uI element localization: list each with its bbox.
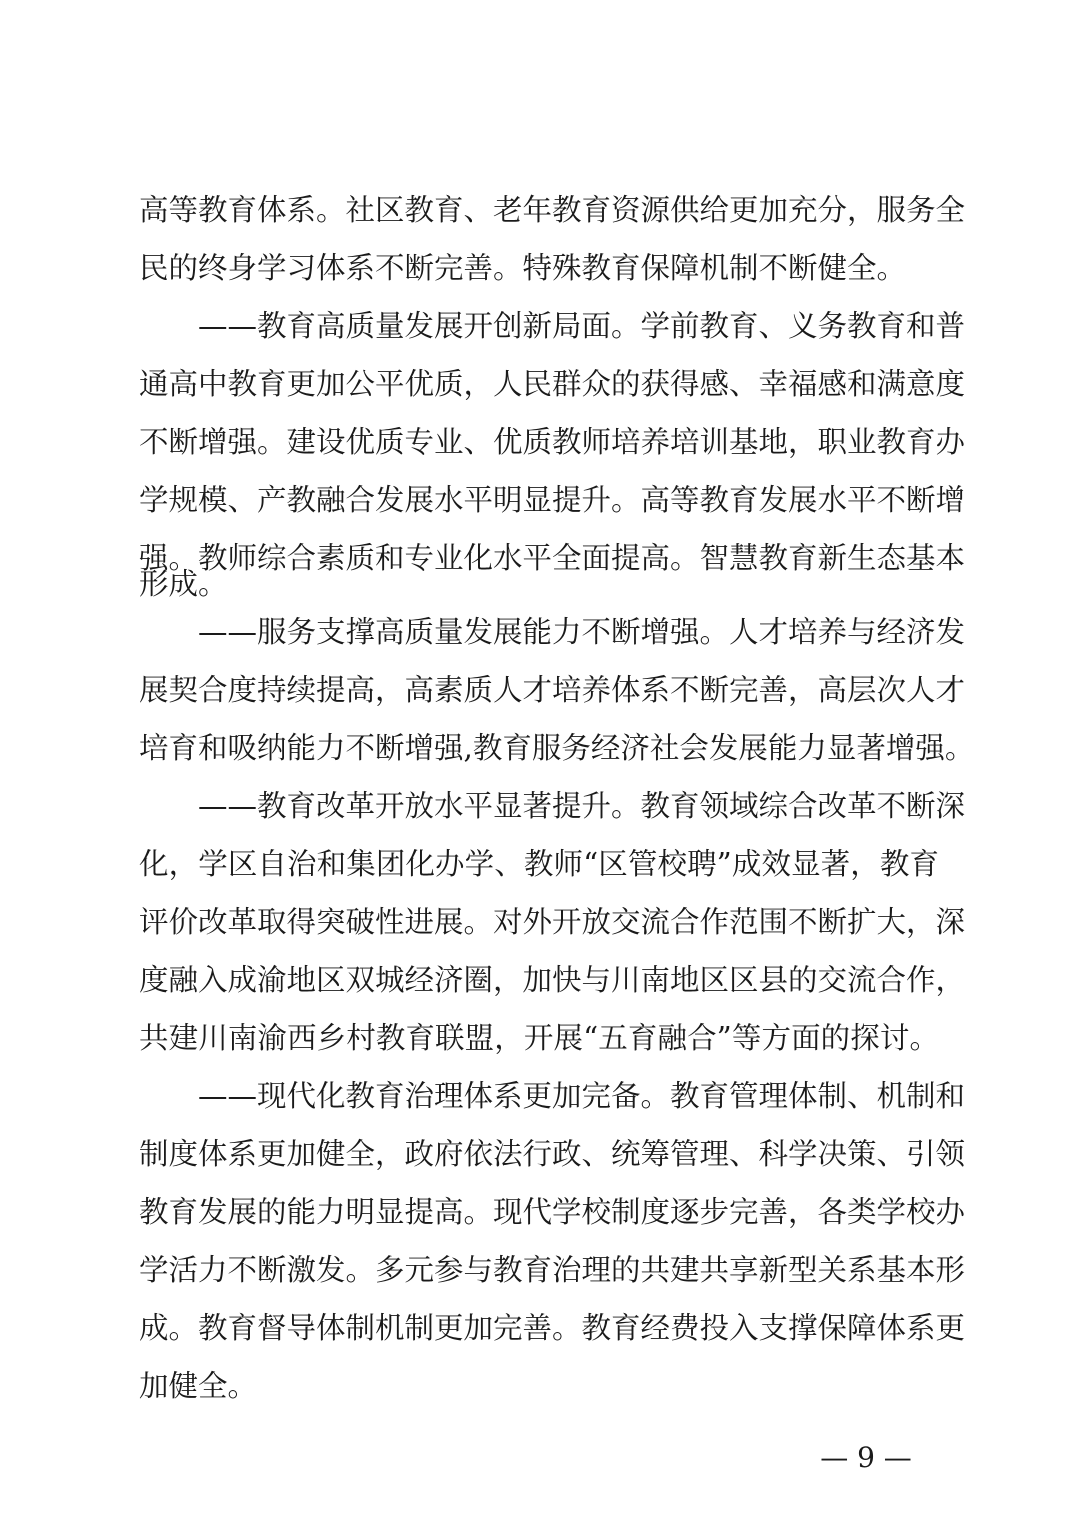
text-line: 培育和吸纳能力不断增强,教育服务经济社会发展能力显著增强。 <box>139 731 975 765</box>
text-line: 高等教育体系。社区教育、老年教育资源供给更加充分，服务全 <box>139 193 966 227</box>
text-line: 共建川南渝西乡村教育联盟，开展“五育融合”等方面的探讨。 <box>139 1021 939 1055</box>
page-number: — 9 — <box>820 1441 912 1474</box>
text-line: 民的终身学习体系不断完善。特殊教育保障机制不断健全。 <box>139 251 907 285</box>
text-line: 制度体系更加健全，政府依法行政、统筹管理、科学决策、引领 <box>139 1137 966 1171</box>
text-line: 成。教育督导体制机制更加完善。教育经费投入支撑保障体系更 <box>139 1311 966 1345</box>
section-heading-line: ——服务支撑高质量发展能力不断增强。人才培养与经济发 <box>198 615 966 649</box>
text-line: 评价改革取得突破性进展。对外开放交流合作范围不断扩大，深 <box>139 905 966 939</box>
text-line: 形成。 <box>139 567 228 601</box>
text-line: 化，学区自治和集团化办学、教师“区管校聘”成效显著，教育 <box>139 847 939 881</box>
section-heading-line: ——现代化教育治理体系更加完备。教育管理体制、机制和 <box>198 1079 966 1113</box>
text-line: 展契合度持续提高，高素质人才培养体系不断完善，高层次人才 <box>139 673 966 707</box>
text-line: 学活力不断激发。多元参与教育治理的共建共享新型关系基本形 <box>139 1253 966 1287</box>
section-heading-line: ——教育改革开放水平显著提升。教育领域综合改革不断深 <box>198 789 966 823</box>
text-line: 通高中教育更加公平优质，人民群众的获得感、幸福感和满意度 <box>139 367 966 401</box>
text-line: 强。教师综合素质和专业化水平全面提高。智慧教育新生态基本 <box>139 541 966 575</box>
section-heading-line: ——教育高质量发展开创新局面。学前教育、义务教育和普 <box>198 309 966 343</box>
text-line: 度融入成渝地区双城经济圈，加快与川南地区区县的交流合作， <box>139 963 966 997</box>
text-line: 教育发展的能力明显提高。现代学校制度逐步完善，各类学校办 <box>139 1195 966 1229</box>
text-line: 加健全。 <box>139 1369 258 1403</box>
text-line: 不断增强。建设优质专业、优质教师培养培训基地，职业教育办 <box>139 425 966 459</box>
text-line: 学规模、产教融合发展水平明显提升。高等教育发展水平不断增 <box>139 483 966 517</box>
